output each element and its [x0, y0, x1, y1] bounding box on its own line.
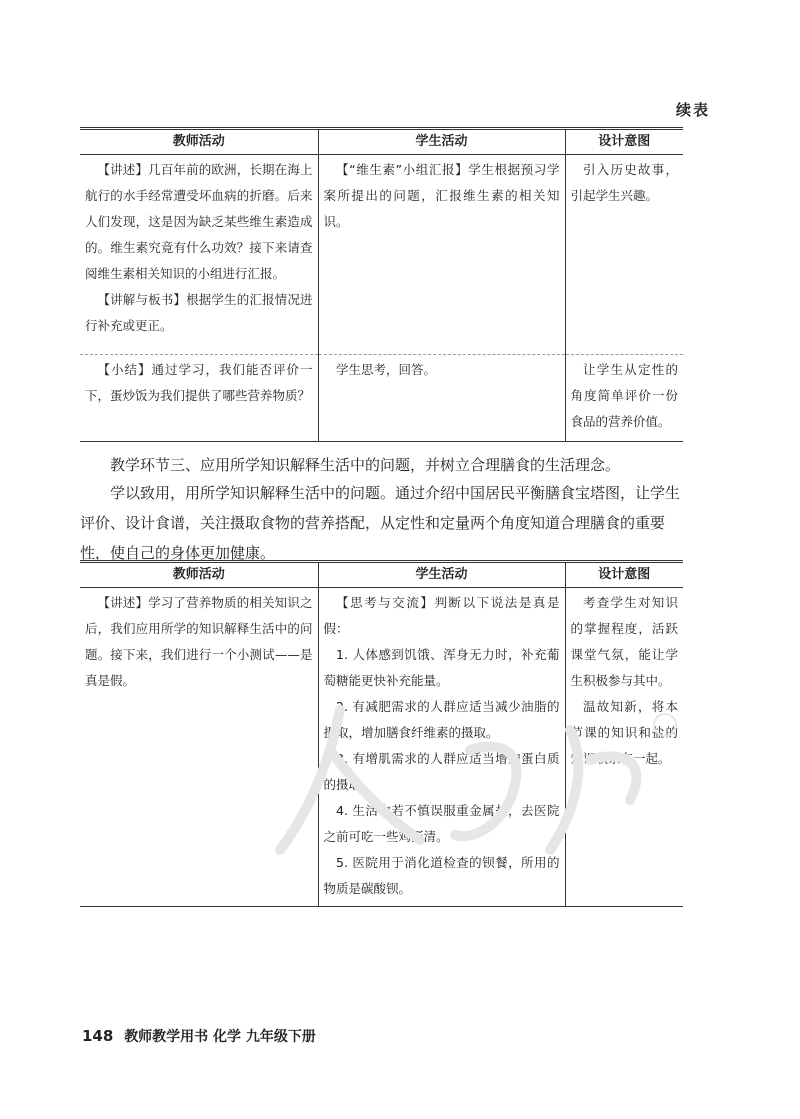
- header-student: 学生活动: [318, 129, 565, 155]
- teacher-cell: [80, 155, 318, 355]
- teacher-text: 【讲述】学习了营养物质的相关知识之后，我们应用所学的知识解释生活中的问题。接下来，我们进行一个小测试——是真是假。: [85, 595, 313, 688]
- student-text: 学生思考，回答。: [336, 362, 437, 377]
- teacher-text: 【讲述】几百年前的欧洲，长期在海上航行的水手经常遭受坏血病的折磨。后来人们发现，这是因为缺乏某些维生素造成的。维生素究竟有什么功效？接下来请查阅维生素相关知识的小组进行汇报。: [85, 162, 313, 281]
- student-text: 【“维生素”小组汇报】学生根据预习学案所提出的问题，汇报维生素的相关知识。: [323, 162, 560, 229]
- quiz-item: 3. 有增肌需求的人群应适当增加蛋白质的摄取。: [323, 751, 560, 792]
- quiz-item: 4. 生活中若不慎误服重金属盐，去医院之前可吃一些鸡蛋清。: [323, 803, 560, 844]
- table-header-row: [80, 129, 683, 155]
- design-text: 引入历史故事，引起学生兴趣。: [570, 162, 678, 203]
- quiz-item: 5. 医院用于消化道检查的钡餐，所用的物质是碳酸钡。: [323, 855, 560, 896]
- page-number: 148: [82, 1027, 114, 1045]
- header-design: 设计意图: [565, 129, 683, 155]
- book-title: 教师教学用书 化学 九年级下册: [124, 1029, 316, 1045]
- teacher-cell: [80, 355, 318, 442]
- activity-table-1: [80, 127, 683, 442]
- design-text: 考查学生对知识的掌握程度，活跃课堂气氛，能让学生积极参与其中。: [570, 595, 678, 688]
- teacher-text: 【讲解与板书】根据学生的汇报情况进行补充或更正。: [85, 292, 313, 333]
- teacher-cell: [80, 588, 318, 907]
- table-header-row: [80, 562, 683, 588]
- student-cell: [318, 355, 565, 442]
- activity-table-2: [80, 560, 683, 907]
- page-footer: [82, 1026, 316, 1046]
- design-text: 温故知新，将本节课的知识和盐的知识联系在一起。: [570, 699, 678, 766]
- table-row: [80, 155, 683, 355]
- student-cell: [318, 588, 565, 907]
- design-cell: [565, 588, 683, 907]
- continued-label: 续表: [675, 101, 710, 119]
- body-paragraph: 学以致用，用所学知识解释生活中的问题。通过介绍中国居民平衡膳食宝塔图，让学生评价、设计食谱，关注摄取食物的营养搭配，从定性和定量两个角度知道合理膳食的重要性，使自己的身体更加健康。: [80, 484, 681, 562]
- table-row: [80, 355, 683, 442]
- teacher-text: 【小结】通过学习，我们能否评价一下，蛋炒饭为我们提供了哪些营养物质？: [85, 362, 313, 403]
- header-design: 设计意图: [565, 562, 683, 588]
- quiz-item: 2. 有减肥需求的人群应适当减少油脂的摄取，增加膳食纤维素的摄取。: [323, 699, 560, 740]
- design-cell: [565, 155, 683, 355]
- student-intro: 【思考与交流】判断以下说法是真是假：: [323, 595, 560, 636]
- header-teacher: 教师活动: [80, 562, 318, 588]
- table-row: [80, 588, 683, 907]
- header-student: 学生活动: [318, 562, 565, 588]
- quiz-item: 1. 人体感到饥饿、浑身无力时，补充葡萄糖能更快补充能量。: [323, 647, 560, 688]
- design-cell: [565, 355, 683, 442]
- header-teacher: 教师活动: [80, 129, 318, 155]
- student-cell: [318, 155, 565, 355]
- design-text: 让学生从定性的角度简单评价一份食品的营养价值。: [570, 362, 678, 429]
- section-heading-paragraph: 教学环节三、应用所学知识解释生活中的问题，并树立合理膳食的生活理念。: [110, 456, 621, 474]
